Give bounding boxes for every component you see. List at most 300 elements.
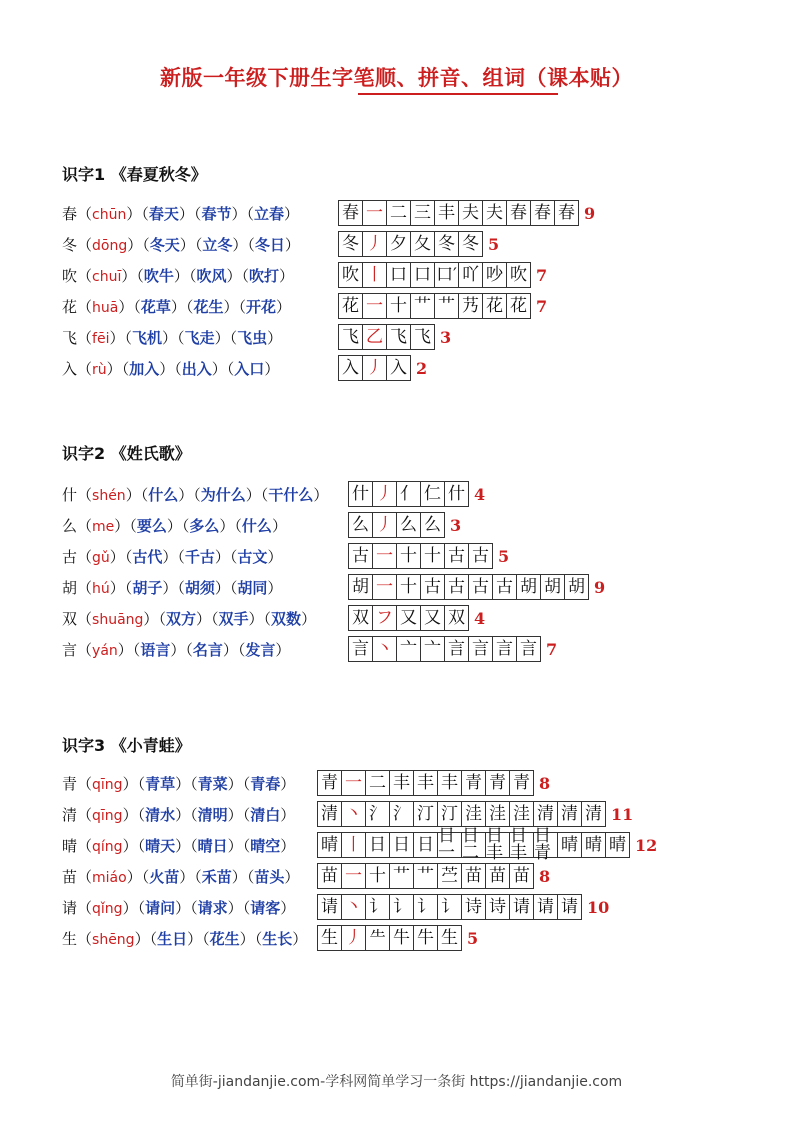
stroke-cell (461, 770, 486, 796)
stroke-step: 言 (448, 638, 465, 659)
example-word: 晴日 (197, 837, 228, 855)
stroke-step: 清 (585, 803, 602, 824)
example-word: 古代 (132, 548, 163, 566)
paren-open: （ (77, 298, 93, 316)
stroke-count: 4 (474, 608, 486, 628)
stroke-step: 言 (472, 638, 489, 659)
stroke-step: 十 (424, 545, 441, 566)
stroke-step: 么 (400, 514, 417, 535)
stroke-cell (341, 770, 366, 796)
paren-close: ） (109, 329, 125, 347)
stroke-step: 讠 (441, 896, 458, 917)
stroke-step: 讠 (417, 896, 434, 917)
stroke-cell (492, 636, 517, 662)
stroke-step: 日二 (462, 826, 479, 863)
stroke-cell (365, 770, 390, 796)
stroke-step: 丿 (366, 233, 383, 254)
stroke-cell (540, 574, 565, 600)
example-word: 吹风 (196, 267, 227, 285)
paren-open: （ (77, 641, 93, 659)
stroke-step: 诗 (465, 896, 482, 917)
stroke-cell (386, 200, 411, 226)
stroke-step: 日 (393, 834, 410, 855)
stroke-cell (444, 574, 469, 600)
stroke-step: 汀 (441, 803, 458, 824)
stroke-cell-character: 飞 (338, 324, 363, 350)
section-heading: 识字1 《春夏秋冬》 (62, 165, 207, 184)
stroke-order-grid (348, 543, 509, 569)
stroke-step: 丶 (345, 896, 362, 917)
stroke-step: 一 (345, 772, 362, 793)
stroke-cell (413, 894, 438, 920)
stroke-order-grid (317, 770, 550, 796)
stroke-step: 苗 (465, 865, 482, 886)
example-word: 胡须 (184, 579, 215, 597)
stroke-step: 丰 (393, 772, 410, 793)
character: 飞 (62, 329, 78, 347)
word-group: （双方） (158, 610, 211, 628)
paren-close: ） (106, 360, 122, 378)
example-word: 青草 (145, 775, 176, 793)
stroke-step: 一 (376, 576, 393, 597)
stroke-step: 春 (558, 202, 575, 223)
character-info (62, 801, 295, 829)
example-word: 花生 (209, 930, 240, 948)
stroke-step: 艹 (393, 865, 410, 886)
stroke-step: 丨 (345, 834, 362, 855)
example-word: 开花 (245, 298, 276, 316)
stroke-step: 胡 (544, 576, 561, 597)
pinyin: chuī (92, 269, 122, 285)
character: 什 (62, 486, 78, 504)
word-group: （火苗） (141, 868, 195, 886)
example-word: 干什么 (268, 486, 314, 504)
stroke-cell (386, 324, 411, 350)
stroke-cell (420, 636, 445, 662)
stroke-step: 胡 (568, 576, 585, 597)
stroke-count: 9 (584, 203, 596, 223)
stroke-step: 牛 (393, 927, 410, 948)
title-underline (358, 93, 558, 95)
stroke-cell (389, 925, 414, 951)
stroke-cell-character: 胡 (348, 574, 373, 600)
character-row (62, 481, 782, 509)
character-info (62, 574, 282, 602)
word-group: （花生） (202, 930, 255, 948)
stroke-count: 3 (450, 515, 462, 535)
example-word: 冬日 (254, 236, 285, 254)
stroke-step: 洼 (489, 803, 506, 824)
paren-close: ） (125, 486, 141, 504)
character: 春 (62, 205, 78, 223)
pinyin: huā (92, 300, 119, 316)
word-group: （语言） (132, 641, 186, 659)
word-group: （冬日） (247, 236, 300, 254)
stroke-step: 一 (345, 865, 362, 886)
stroke-step: 古 (472, 576, 489, 597)
paren-open: （ (77, 517, 93, 535)
stroke-cell (444, 636, 469, 662)
character: 言 (62, 641, 78, 659)
stroke-step: 十 (400, 545, 417, 566)
paren-close: ） (109, 579, 125, 597)
word-group: （出入） (174, 360, 227, 378)
stroke-cell (437, 826, 462, 863)
stroke-cell (557, 801, 582, 827)
stroke-step: 汀 (417, 803, 434, 824)
character-info (62, 543, 282, 571)
word-group: （立冬） (194, 236, 248, 254)
stroke-step: 讠 (393, 896, 410, 917)
stroke-cell (458, 262, 483, 288)
stroke-cell (410, 231, 435, 257)
example-word: 立冬 (202, 236, 233, 254)
example-word: 名言 (192, 641, 223, 659)
character-info (62, 605, 316, 633)
character-info (62, 293, 291, 321)
character-info (62, 512, 287, 540)
example-word: 千古 (184, 548, 215, 566)
word-group: （立春） (246, 205, 300, 223)
stroke-cell (461, 863, 486, 889)
pinyin: yán (92, 643, 118, 659)
stroke-step: 丰 (441, 772, 458, 793)
stroke-step: 飞 (390, 326, 407, 347)
word-group: （为什么） (193, 486, 261, 504)
stroke-cell (437, 894, 462, 920)
stroke-cell (396, 636, 421, 662)
word-group: （请客） (242, 899, 296, 917)
example-word: 胡子 (132, 579, 163, 597)
character-row (62, 324, 782, 352)
stroke-order-grid (317, 801, 633, 827)
section-heading: 识字3 《小青蛙》 (62, 736, 191, 755)
word-group: （生日） (149, 930, 203, 948)
stroke-cell-character: 双 (348, 605, 373, 631)
stroke-cell (557, 894, 582, 920)
example-word: 晴天 (145, 837, 176, 855)
word-group: （青菜） (190, 775, 243, 793)
stroke-cell (365, 801, 390, 827)
stroke-cell (413, 832, 438, 858)
stroke-step: 晴 (609, 834, 626, 855)
character-row (62, 293, 782, 321)
stroke-cell (516, 574, 541, 600)
stroke-step: フ (376, 607, 393, 628)
word-group: （飞虫） (229, 329, 283, 347)
stroke-step: 苗 (489, 865, 506, 886)
character: 胡 (62, 579, 78, 597)
stroke-cell (396, 543, 421, 569)
word-group: （吹牛） (136, 267, 189, 285)
stroke-cell (362, 262, 387, 288)
stroke-cell (362, 293, 387, 319)
stroke-step: 亻 (400, 483, 417, 504)
stroke-cell (530, 200, 555, 226)
word-group: （多么） (181, 517, 235, 535)
word-group: （请问） (137, 899, 191, 917)
stroke-step: 氵 (393, 803, 410, 824)
stroke-step: 飞 (414, 326, 431, 347)
pinyin: miáo (92, 870, 127, 886)
stroke-step: 双 (448, 607, 465, 628)
paren-open: （ (77, 610, 93, 628)
stroke-step: 请 (561, 896, 578, 917)
stroke-cell (341, 925, 366, 951)
pinyin: qíng (92, 839, 123, 855)
stroke-step: 二 (390, 202, 407, 223)
stroke-step: 十 (400, 576, 417, 597)
example-word: 什么 (241, 517, 272, 535)
character-info (62, 200, 299, 228)
character-row (62, 894, 782, 922)
stroke-step: 古 (448, 576, 465, 597)
example-word: 请客 (250, 899, 281, 917)
stroke-step: 一 (366, 202, 383, 223)
stroke-order-grid (338, 355, 427, 381)
stroke-step: 清 (561, 803, 578, 824)
example-word: 什么 (148, 486, 179, 504)
character-info (62, 832, 295, 860)
stroke-cell (372, 605, 397, 631)
stroke-cell (372, 543, 397, 569)
stroke-cell (362, 324, 387, 350)
stroke-cell (365, 863, 390, 889)
stroke-cell (533, 801, 558, 827)
stroke-step: 么 (424, 514, 441, 535)
word-group: （入口） (226, 360, 280, 378)
stroke-step: 洼 (513, 803, 530, 824)
paren-open: （ (77, 267, 93, 285)
character-row (62, 826, 782, 863)
example-word: 为什么 (200, 486, 246, 504)
example-word: 禾苗 (201, 868, 232, 886)
stroke-step: 夕 (390, 233, 407, 254)
stroke-count: 2 (416, 358, 428, 378)
word-group: （什么） (234, 517, 287, 535)
word-group: （千古） (177, 548, 230, 566)
stroke-cell (341, 894, 366, 920)
stroke-cell (410, 262, 435, 288)
stroke-step: 丿 (376, 483, 393, 504)
word-group: （古代） (124, 548, 178, 566)
stroke-cell (434, 231, 459, 257)
stroke-cell-character: 春 (338, 200, 363, 226)
stroke-cell (461, 801, 486, 827)
example-word: 胡同 (237, 579, 268, 597)
example-word: 语言 (140, 641, 171, 659)
paren-close: ） (121, 267, 137, 285)
stroke-step: 丿 (366, 357, 383, 378)
stroke-cell (396, 574, 421, 600)
example-word: 飞机 (132, 329, 163, 347)
stroke-step: 艹 (414, 295, 431, 316)
stroke-step: 艹 (417, 865, 434, 886)
stroke-cell (485, 826, 510, 863)
stroke-cell (396, 481, 421, 507)
example-word: 入口 (234, 360, 265, 378)
example-word: 青春 (250, 775, 281, 793)
stroke-step: 三 (414, 202, 431, 223)
stroke-cell (461, 894, 486, 920)
stroke-cell (372, 574, 397, 600)
example-word: 飞走 (184, 329, 215, 347)
example-word: 吹打 (249, 267, 280, 285)
stroke-order-grid (338, 324, 451, 350)
example-word: 加入 (129, 360, 160, 378)
stroke-step: 口′ (436, 264, 457, 285)
stroke-step: 清 (537, 803, 554, 824)
stroke-step: 夂 (414, 233, 431, 254)
stroke-cell (468, 636, 493, 662)
stroke-order-grid (348, 574, 605, 600)
stroke-count: 5 (488, 234, 500, 254)
stroke-cell-character: 古 (348, 543, 373, 569)
character-info (62, 863, 299, 891)
paren-close: ） (117, 641, 133, 659)
stroke-step: 口 (414, 264, 431, 285)
stroke-cell (389, 894, 414, 920)
word-group: （吹风） (188, 267, 242, 285)
stroke-step: 仁 (424, 483, 441, 504)
stroke-step: 春 (534, 202, 551, 223)
example-word: 花草 (140, 298, 171, 316)
stroke-count: 5 (498, 546, 510, 566)
paren-open: （ (77, 806, 93, 824)
page-title: 新版一年级下册生字笔顺、拼音、组词（课本贴） (160, 65, 633, 90)
word-group: （青春） (242, 775, 296, 793)
stroke-step: 丰 (438, 202, 455, 223)
character: 吹 (62, 267, 78, 285)
stroke-cell (482, 262, 507, 288)
stroke-cell (437, 925, 462, 951)
example-word: 双数 (271, 610, 302, 628)
stroke-cell (386, 231, 411, 257)
paren-open: （ (77, 868, 93, 886)
stroke-step: 日青 (534, 826, 551, 863)
paren-close: ） (122, 806, 138, 824)
stroke-step: 古 (448, 545, 465, 566)
word-group: （清白） (242, 806, 296, 824)
stroke-cell (413, 801, 438, 827)
stroke-cell (420, 605, 445, 631)
example-word: 多么 (189, 517, 220, 535)
paren-open: （ (77, 329, 93, 347)
paren-open: （ (77, 930, 93, 948)
pinyin: shuāng (92, 612, 144, 628)
stroke-step: 丨 (366, 264, 383, 285)
stroke-count: 7 (536, 265, 548, 285)
stroke-cell (506, 200, 531, 226)
stroke-order-grid (348, 636, 557, 662)
paren-open: （ (77, 579, 93, 597)
paren-close: ） (122, 837, 138, 855)
example-word: 要么 (136, 517, 167, 535)
stroke-step: 晴 (561, 834, 578, 855)
paren-open: （ (77, 775, 93, 793)
stroke-step: 又 (400, 607, 417, 628)
stroke-cell-character: 冬 (338, 231, 363, 257)
paren-close: ） (143, 610, 159, 628)
stroke-step: 花 (510, 295, 527, 316)
stroke-cell (581, 801, 606, 827)
character-info (62, 231, 300, 259)
stroke-cell-character: 什 (348, 481, 373, 507)
stroke-cell (554, 200, 579, 226)
stroke-cell (485, 770, 510, 796)
stroke-count: 4 (474, 484, 486, 504)
stroke-cell-character: 请 (317, 894, 342, 920)
stroke-step: 花 (486, 295, 503, 316)
paren-close: ） (126, 868, 142, 886)
example-word: 清白 (250, 806, 281, 824)
word-group: （名言） (185, 641, 238, 659)
stroke-count: 12 (635, 835, 658, 855)
stroke-step: 古 (472, 545, 489, 566)
example-word: 生日 (157, 930, 188, 948)
stroke-cell (410, 293, 435, 319)
character-info (62, 770, 295, 798)
stroke-cell (434, 200, 459, 226)
example-word: 春节 (201, 205, 232, 223)
pinyin: chūn (92, 207, 127, 223)
stroke-cell-character: 苗 (317, 863, 342, 889)
stroke-count: 10 (587, 897, 610, 917)
stroke-cell (386, 355, 411, 381)
paren-open: （ (77, 236, 93, 254)
stroke-cell (458, 293, 483, 319)
stroke-cell (410, 200, 435, 226)
stroke-cell (509, 863, 534, 889)
character: 青 (62, 775, 78, 793)
word-group: （冬天） (142, 236, 195, 254)
stroke-cell (386, 262, 411, 288)
stroke-step: 青 (465, 772, 482, 793)
stroke-cell (413, 863, 438, 889)
stroke-cell (372, 636, 397, 662)
stroke-cell (509, 826, 534, 863)
stroke-cell (482, 293, 507, 319)
section-heading: 识字2 《姓氏歌》 (62, 444, 191, 463)
stroke-step: 吖 (462, 264, 479, 285)
character-info (62, 636, 290, 664)
character: 生 (62, 930, 78, 948)
stroke-cell-character: 言 (348, 636, 373, 662)
stroke-cell-character: 花 (338, 293, 363, 319)
stroke-step: 言 (496, 638, 513, 659)
stroke-step: 日丰 (486, 826, 503, 863)
word-group: （晴天） (137, 837, 191, 855)
pinyin: me (92, 519, 115, 535)
character: 请 (62, 899, 78, 917)
stroke-cell (468, 543, 493, 569)
example-word: 立春 (253, 205, 284, 223)
stroke-cell (389, 832, 414, 858)
stroke-step: 十 (390, 295, 407, 316)
word-group: （生长） (254, 930, 308, 948)
stroke-order-grid (338, 231, 499, 257)
paren-open: （ (77, 486, 93, 504)
word-group: （苗头） (246, 868, 300, 886)
stroke-cell (492, 574, 517, 600)
example-word: 古文 (237, 548, 268, 566)
stroke-cell (420, 481, 445, 507)
stroke-step: 日 (417, 834, 434, 855)
stroke-step: 吵 (486, 264, 503, 285)
stroke-step: 亠 (400, 638, 417, 659)
stroke-cell (516, 636, 541, 662)
stroke-step: 冬 (438, 233, 455, 254)
